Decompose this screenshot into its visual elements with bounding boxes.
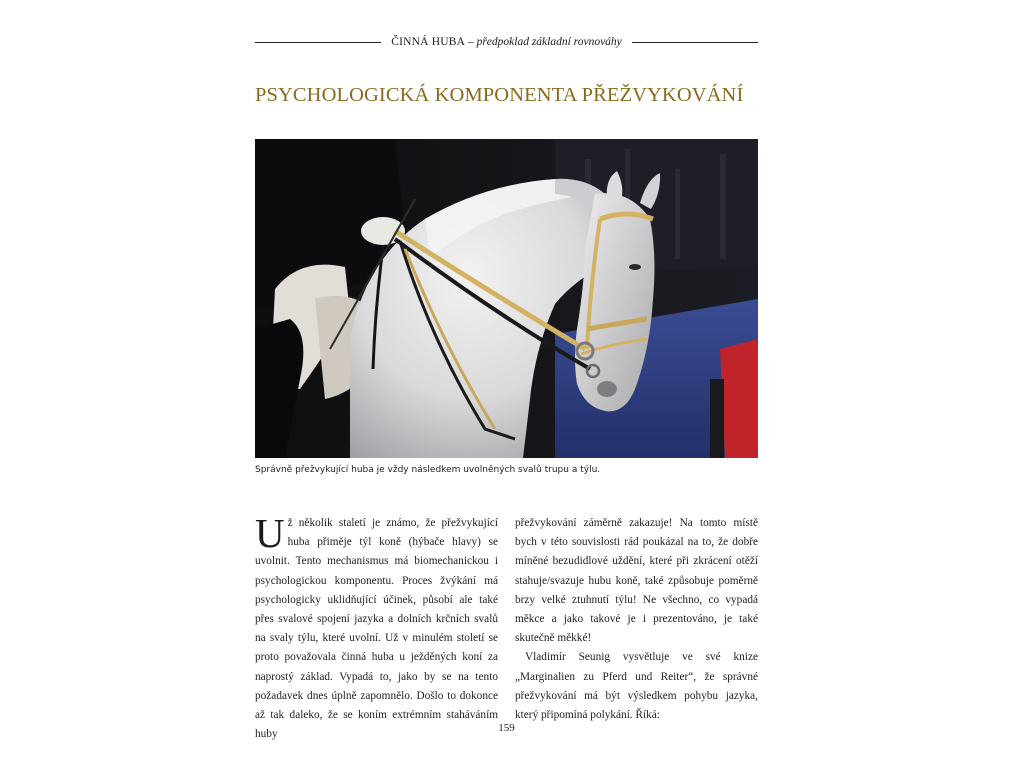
body-paragraph-text: ž několik staletí je známo, že přežvykující huba přiměje týl koně (hýbače hlavy) se uvolnit. Tento mechanismus má biomechanickou i psychologickou komponentu. Proces žvýkání má psychologicky uklidňující účinek, působí ale také přes svalové spojení jazyka a dolních krčních svalů na svaly týlu, které uvolní. Už v minulém století se proto považovala činná huba u ježděných koní za naprostý základ. Vypadá to, jako by se na tento požadavek dnes úplně zapomnělo. Došlo to dokonce až tak daleko, že se koním extrémním staháváním huby [255,517,498,741]
drop-cap: U [255,510,285,556]
page-number: 159 [498,722,515,734]
body-paragraph: Vladimír Seunig vysvětluje ve své knize „Marginalien zu Pferd und Reiter“, že správné přežvykování má být výsledkem pohybu jazyka, který připomíná polykání. Říká: [515,651,758,722]
header-rule-left [255,42,381,43]
header-subtitle: – předpoklad základní rovnováhy [467,36,622,48]
header-rule-right [632,42,758,43]
text-column-right [515,514,758,725]
text-column-left [255,510,498,744]
body-paragraph: přežvykování záměrně zakazuje! Na tomto místě bych v této souvislosti rád poukázal na to, že dobře míněné bezudidlové uždění, které při zkrácení otěží stahuje/svazuje hubu koně, také způsobuje poměrně brzy velké ztuhnutí týlu! Ne všechno, co vypadá měkce a jako takové je i prezentováno, je také skutečně měkké! [515,517,758,645]
running-header [255,33,758,51]
section-title: PSYCHOLOGICKÁ KOMPONENTA PŘEŽVYKOVÁNÍ [255,84,744,106]
body-paragraph [255,510,498,744]
photo-caption: Správně přežvykující huba je vždy následkem uvolněných svalů trupu a týlu. [255,465,601,475]
header-text [381,36,632,48]
horse-photo [255,139,758,458]
header-title: ČINNÁ HUBA [391,36,466,48]
